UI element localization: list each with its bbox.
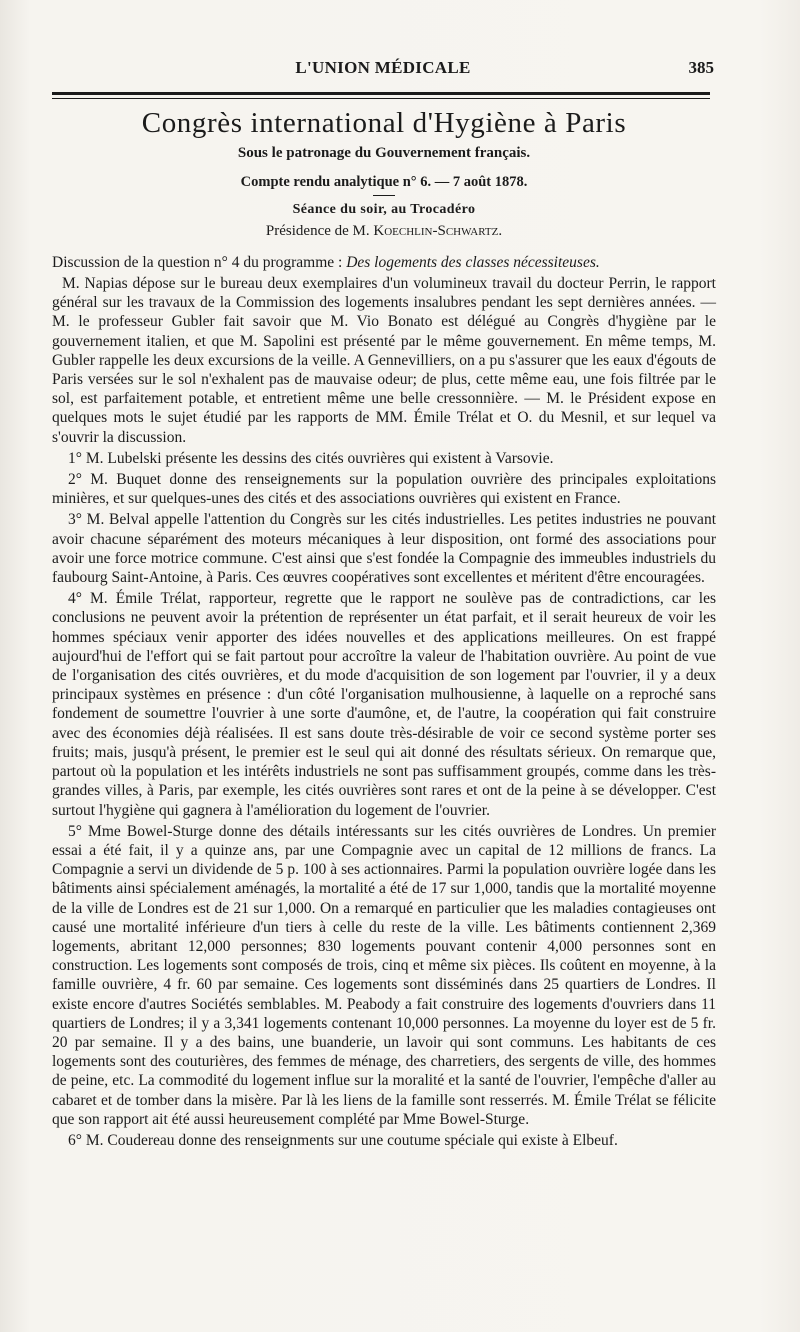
running-title: L'UNION MÉDICALE [295,58,471,77]
presidence-name: Koechlin-Schwartz. [373,222,503,239]
page-number: 385 [688,58,714,77]
header-rule-thin [52,98,710,99]
seance-line: Séance du soir, au Trocadéro [292,202,476,218]
paragraph-bowel-sturge: 5° Mme Bowel-Sturge donne des détails intéressants sur les cités ouvrières de Londres. Un premier essai a été fait, il y a quinze ans, par une Compagnie avec un capital de 12 millions de francs. La Compagnie a servi un dividende de 5 p. 100 à ses actionnaires. Parmi la population ouvrière logée dans les bâtiments ainsi spécialement aménagés, la mortalité a été de 17 sur 1,000, tandis que la mortalité moyenne de la ville de Londres est de 21 sur 1,000. On a remarqué en particulier que les maladies contagieuses ont causé une mortalité inférieure d'un tiers à celle du reste de la ville. Les bâtiments contiennent 2,369 logements, abritant 12,000 personnes; 830 logements pouvant contenir 4,000 personnes sont en construction. Les logements sont composés de trois, cinq et même six pièces. Ils coûtent en moyenne, à la famille ouvrière, 4 fr. 60 par semaine. Ces logements sont disséminés dans 25 quartiers de Londres. Il existe encore d'autres Sociétés semblables. M. Peabody a fait construire des logements d'ouvriers dans 11 quartiers de Londres; il y a 3,341 logements contenant 10,000 personnes. La moyenne du loyer est de 5 fr. 20 par semaine. Il y a des bains, une buanderie, un lavoir qui sont communs. Les habitants de ces logements sont des couturières, des femmes de ménage, des charretiers, des sergents de ville, des hommes de peine, etc. La commodité du logement influe sur la moralité et la santé de l'ouvrier, l'empêche d'aller au cabaret et de tomber dans la misère. Par là les liens de la famille sont resserrés. M. Émile Trélat se félicite que son rapport ait été aussi heureusement complété par Mme Bowel-Sturge. [52,822,716,1128]
discussion-prefix: Discussion de la question n° 4 du programme : [52,253,347,271]
article-body [52,104,716,1152]
discussion-topic: Des logements des classes nécessiteuses. [346,253,600,271]
presidence-prefix: Présidence de M. [265,222,374,239]
article-headline: Congrès international d'Hygiène à Paris [141,107,627,139]
discussion-line [52,253,716,272]
paragraph-buquet: 2° M. Buquet donne des renseignements sur la population ouvrière des principales exploitations minières, et sur quelques-unes des cités et des associations ouvrières qui existent en France. [52,471,716,508]
presidence-line [52,222,716,241]
paragraph-lubelski: 1° M. Lubelski présente les dessins des cités ouvrières qui existent à Varsovie. [68,449,554,467]
paragraph-intro: M. Napias dépose sur le bureau deux exemplaires d'un volumineux travail du docteur Perrin, le rapport général sur les travaux de la Commission des logements insalubres pendant les sept dernières années. — M. le professeur Gubler fait savoir que M. Vio Bonato est délégué au Congrès d'hygiène par le gouvernement italien, et que M. Sapolini est présenté par le même gouvernement. En même temps, M. Gubler rappelle les deux excursions de la veille. A Gennevilliers, on a pu s'assurer que les eaux d'égouts de Paris versées sur le sol n'exhalent pas de mauvaise odeur; de plus, cette même eau, une fois filtrée par le sol, est parfaitement potable, et entretient même une belle cressonnière. — M. le Président expose en quelques mots le sujet étudié par les rapports de MM. Émile Trélat et O. du Mesnil, et sur lequel va s'ouvrir la discussion. [52,275,716,446]
header-rule-thick [52,92,710,95]
running-header [52,58,714,84]
patronage-line: Sous le patronage du Gouvernement français. [237,145,531,161]
paragraph-belval: 3° M. Belval appelle l'attention du Congrès sur les cités industrielles. Les petites industries ne pouvant avoir chacune séparément des moteurs mécaniques à leur disposition, ont formé des associations pour avoir une force motrice commune. C'est ainsi que s'est fondée la Compagnie des immeubles industriels du faubourg Saint-Antoine, à Paris. Ces œuvres coopératives sont excellentes et méritent d'être encouragées. [52,511,716,587]
paragraph-coudereau: 6° M. Coudereau donne des renseignments sur une coutume spéciale qui existe à Elbeuf. [68,1131,618,1149]
compte-rendu-line: Compte rendu analytique n° 6. — 7 août 1878. [240,174,528,191]
section-divider [373,195,395,196]
paragraph-trelat: 4° M. Émile Trélat, rapporteur, regrette que le rapport ne soulève pas de contradictions, car les conclusions ne peuvent avoir la prétention de représenter un état parfait, et il serait heureux de voir les hommes spéciaux venir apporter des idées nouvelles et des applications meilleures. On est frappé aujourd'hui de l'effort qui se fait partout pour accroître la valeur de l'habitation ouvrière. Au point de vue de l'organisation des cités ouvrières, et du mode d'acquisition de son logement par l'ouvrier, il y a deux principaux systèmes en présence : d'un côté l'organisation mulhousienne, à laquelle on a reproché sans fondement de soumettre l'ouvrier à une sorte d'aumône, et, de l'autre, la coopération qui fait construire avec des économies déjà réalisées. Il est sans doute très-désirable de voir ce second système porter ses fruits; mais, jusqu'à présent, le premier est le seul qui ait donné des résultats sérieux. On remarque que, partout où la population et les intérêts industriels ne sont pas suffisamment groupés, comme dans les très-grandes villes, à Paris, par exemple, les cités ouvrières sont rares et ont de la peine à se développer. C'est surtout l'hygiène qui gagnera à l'amélioration du logement de l'ouvrier. [52,590,716,819]
